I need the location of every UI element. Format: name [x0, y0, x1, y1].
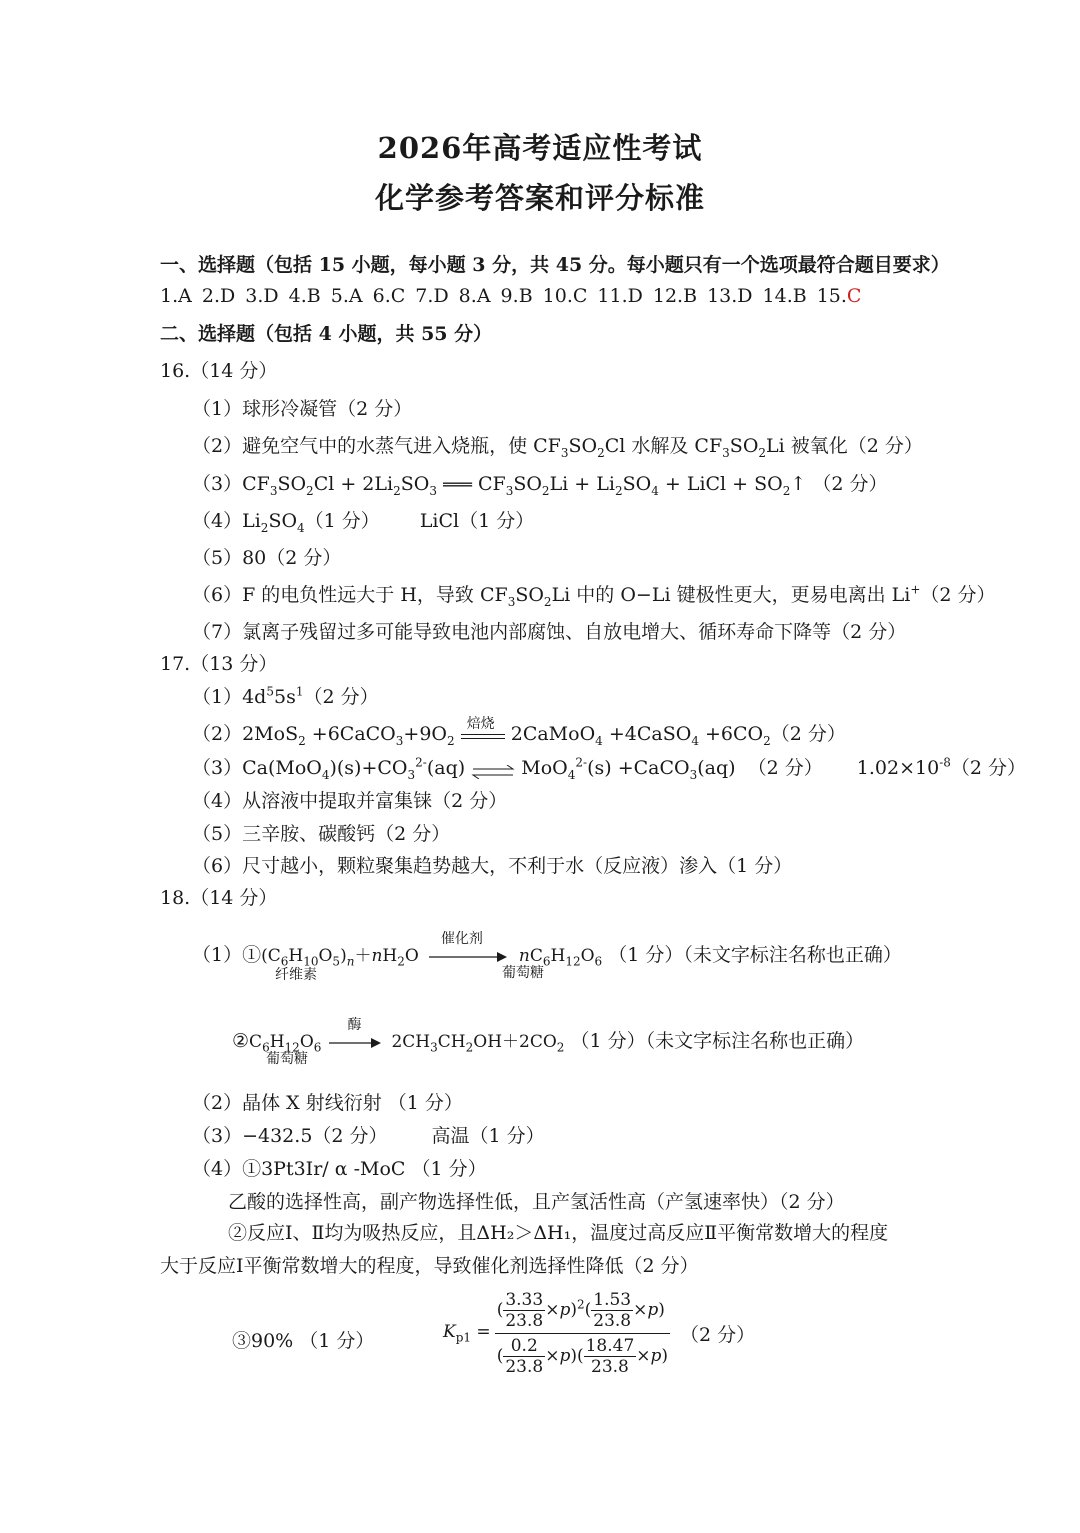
mcq-answer-item: 9.B — [500, 285, 533, 307]
mcq-answer-item: 2.D — [201, 285, 236, 307]
q16-part4: $(4)Li_2SO_4(1$ 分） LiCl（1 分） — [192, 510, 535, 535]
q16-part6: （6）F 的电负性远大于 H，导致 $CF_3SO_2Li$ 中的 O−Li 键极性更大，更易电离出 Li+（2 分） — [192, 582, 996, 609]
q16-heading: 16.（14 分） — [160, 360, 278, 382]
mcq-answer-item: 14.B — [762, 285, 807, 307]
q17-part1: $(1)4d^55s^1(2$ 分） — [192, 684, 379, 708]
label-glucose-2: 葡萄糖 — [266, 1051, 308, 1067]
page-title: 2026年高考适应性考试 — [377, 131, 703, 165]
q17-heading: 17.（13 分） — [160, 653, 278, 675]
mcq-answer-item: 11.D — [597, 285, 643, 307]
q18-part4-2: 乙酸的选择性高，副产物选择性低，且产氢活性高（产氢速率快）（2 分） — [228, 1191, 845, 1213]
q17-part5: （5）三辛胺、碳酸钙（2 分） — [192, 823, 451, 845]
label-cellulose: 纤维素 — [275, 967, 317, 983]
q18-part4-4: 大于反应Ⅰ平衡常数增大的程度，导致催化剂选择性降低（2 分） — [160, 1255, 699, 1277]
q18-reaction1: $(1)①(C_6H_{10}O_5)_n+nH_2O$ 催化剂 $nC_6H_{12}O_6$ （1 分）（未文字标注名称也正确） — [192, 931, 902, 969]
mcq-answer-item: 4.B — [288, 285, 321, 307]
catalyst-arrow: 催化剂 — [429, 948, 509, 964]
q18-part3: （3）−432.5（2 分） 高温（1 分） — [192, 1125, 545, 1147]
q18-part2: （2）晶体 X 射线衍射 （1 分） — [192, 1092, 463, 1114]
q18-part4-1: （4）①3Pt3Ir/ α -MoC （1 分） — [192, 1158, 487, 1180]
mcq-answer-item: 8.A — [458, 285, 491, 307]
q17-part6: （6）尺寸越小，颗粒聚集趋势越大，不利于水（反应液）渗入（1 分） — [192, 855, 793, 877]
section1-heading: 一、选择题（包括 15 小题，每小题 3 分，共 45 分。每小题只有一个选项最符合题目要求） — [160, 254, 950, 276]
enzyme-arrow: 酶 — [329, 1034, 383, 1050]
q18-part4-5: ③90% （1 分） — [232, 1330, 375, 1352]
q17-part2: $(2)2MoS_2 +6CaCO_3+9O_2$ 焙烧 2CaMoO$_4$ +4CaSO$_4$ $+6CO_2(2$ 分） — [192, 716, 846, 748]
mcq-answer-item: 12.B — [652, 285, 698, 307]
mcq-answer-item: 13.D — [707, 285, 753, 307]
mcq-answer-item: 3.D — [245, 285, 279, 307]
q18-part4-3: ②反应Ⅰ、Ⅱ均为吸热反应，且ΔH₂＞ΔH₁，温度过高反应Ⅱ平衡常数增大的程度 — [228, 1222, 889, 1244]
mcq-answer-item: 5.A — [330, 285, 363, 307]
q16-part1: （1）球形冷凝管（2 分） — [192, 398, 413, 420]
mcq-answer-item: 10.C — [542, 285, 588, 307]
equilibrium-arrow — [471, 762, 515, 776]
label-glucose-1: 葡萄糖 — [502, 965, 544, 981]
q16-part5: （5）80（2 分） — [192, 547, 342, 569]
mcq-answer-item: 15.C — [816, 285, 862, 307]
roast-equal-sign: 焙烧 — [461, 725, 505, 745]
mcq-answer-item: 1.A — [160, 285, 192, 307]
mcq-answer-row — [160, 285, 871, 307]
section2-heading: 二、选择题（包括 4 小题，共 55 分） — [160, 323, 493, 345]
page-subtitle: 化学参考答案和评分标准 — [374, 181, 705, 215]
kp-formula: $K_{p1}$ = ( $\frac{3.33}{23.8}$ ×p)$^2$( $\frac{1.53}{23.8}$ ×p) （2 分） ( $\frac{0.2}{23.8}$ ×p)( $\frac{18.47}{23.8}$ ×p) — [443, 1290, 756, 1377]
q16-part7: （7）氯离子残留过多可能导致电池内部腐蚀、自放电增大、循环寿命下降等（2 分） — [192, 621, 907, 643]
q16-part3: $(3)CF_3SO_2Cl + 2Li_2SO_3$ ═══ $CF_3SO_2Li + Li_2SO_4$ + LiCl + $SO_2↑$ （2 分） — [192, 473, 888, 498]
q17-part4: （4）从溶液中提取并富集铼（2 分） — [192, 790, 508, 812]
q18-heading: 18.（14 分） — [160, 887, 278, 909]
q17-part3: $(3)Ca(MoO_4)(s)+CO_3^{2-}(aq)$ MoO$_4^{2-}$(s) +CaCO$_3$(aq) （2 分） $1.02\times 10^{-8}(2$ 分） — [192, 755, 1027, 782]
mcq-answer-item: 6.C — [372, 285, 406, 307]
mcq-answer-item: 7.D — [415, 285, 449, 307]
q16-part2: （2）避免空气中的水蒸气进入烧瓶，使 $CF_3SO_2Cl$ 水解及 $CF_3SO_2Li$ 被氧化（2 分） — [192, 435, 923, 460]
q18-reaction2: $②C_6H_{12}O_6$ 酶 $2CH_3CH_2OH+2CO_2$ （1 分）（未文字标注名称也正确） — [232, 1017, 865, 1055]
